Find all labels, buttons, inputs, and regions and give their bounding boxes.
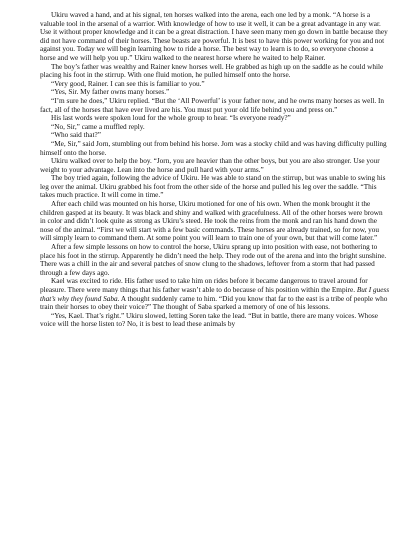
paragraph: “Very good, Rainer. I can see this is familiar to you.” <box>51 79 205 88</box>
paragraph: Ukiru waved a hand, and at his signal, ten horses walked into the arena, each one led by a monk. “A horse is a valuable tool in the arsenal of a warrior. With knowledge of how to use it well, it can be a great advantage in any war. Use it without proper knowledge and it can be a great distraction. I have seen many men go down in battle because they did not have command of their horses. These beasts are powerful. It is best to have this power working for you and not against you. Today we will begin learning how to ride a horse. The best way to learn is to do, so everyone choose a horse and we will help you up.” Ukiru walked to the nearest horse where he waited to help Rainer. <box>40 11 388 62</box>
paragraph-text: A thought suddenly came to him. “Did you know that far to the east is a tribe of people who train their horses to obey their voice?” The thought of Saba sparked a memory of one of his lessons. <box>40 294 388 312</box>
paragraph: After each child was mounted on his horse, Ukiru motioned for one of his own. When the monk brought it the children gasped at its beauty. It was black and shiny and walked with gracefulness. All of the other horses were brown in color and didn’t look quite as strong as Ukiru’s steed. He took the reins from the monk and ran his hand down the nose of the animal. “First we will start with a few basic commands. These horses are already trained, so for now, you will simply learn to command them. At some point you will learn to train one of your own, but that will come later.” <box>40 200 383 243</box>
italic-thought: But I guess that’s why they found Saba. <box>40 286 390 303</box>
paragraph <box>40 277 390 311</box>
paragraph: “Me, Sir,” said Jorn, stumbling out from behind his horse. Jorn was a stocky child and was having difficulty pulling himself onto the horse. <box>40 139 387 157</box>
paragraph: “I’m sure he does,” Ukiru replied. “But the ‘All Powerful’ is your father now, and he owns many horses as well. In fact, all of the horses that have ever lived are his. You must put your old life behind you and press on.” <box>40 96 385 114</box>
paragraph: The boy tried again, following the advice of Ukiru. He was able to stand on the stirrup, but was unable to swing his leg over the animal. Ukiru grabbed his foot from the other side of the horse and pulled his leg over the saddle. “This takes much practice. It will come in time.” <box>40 174 386 200</box>
paragraph: “Yes, Kael. That’s right.” Ukiru slowed, letting Soren take the lead. “But in battle, there are many voices. Whose voice will the horse listen to? No, it is best to lead these animals by <box>40 311 378 329</box>
paragraph: “Yes, Sir. My father owns many horses.” <box>51 88 170 97</box>
paragraph: “No, Sir,” came a muffled reply. <box>51 122 145 131</box>
paragraph: “Who said that?” <box>51 131 101 140</box>
paragraph: Ukiru walked over to help the boy. “Jorn, you are heavier than the other boys, but you are also stronger. Use your weight to your advantage. Lean into the horse and pull hard with your arms.” <box>40 157 380 174</box>
paragraph-text: Kael was excited to ride. His father used to take him on rides before it became dangerous to travel around for pleasure. There were many things that his father wasn’t able to do because of his position within the Empire. <box>40 277 368 294</box>
paragraph: After a few simple lessons on how to control the horse, Ukiru sprang up into position with ease, not bothering to place his foot in the stirrup. Apparently he didn’t need the help. They rode out of the arena and into the bright sunshine. There was a chill in the air and several patches of snow clung to the shadows, leftover from a storm that had passed through a few days ago. <box>40 243 387 277</box>
paragraph: His last words were spoken loud for the whole group to hear. “Is everyone ready?” <box>51 114 291 123</box>
paragraph: The boy’s father was wealthy and Rainer knew horses well. He grabbed as high up on the saddle as he could while placing his foot in the stirrup. With one fluid motion, he pulled himself onto the horse. <box>40 62 384 80</box>
